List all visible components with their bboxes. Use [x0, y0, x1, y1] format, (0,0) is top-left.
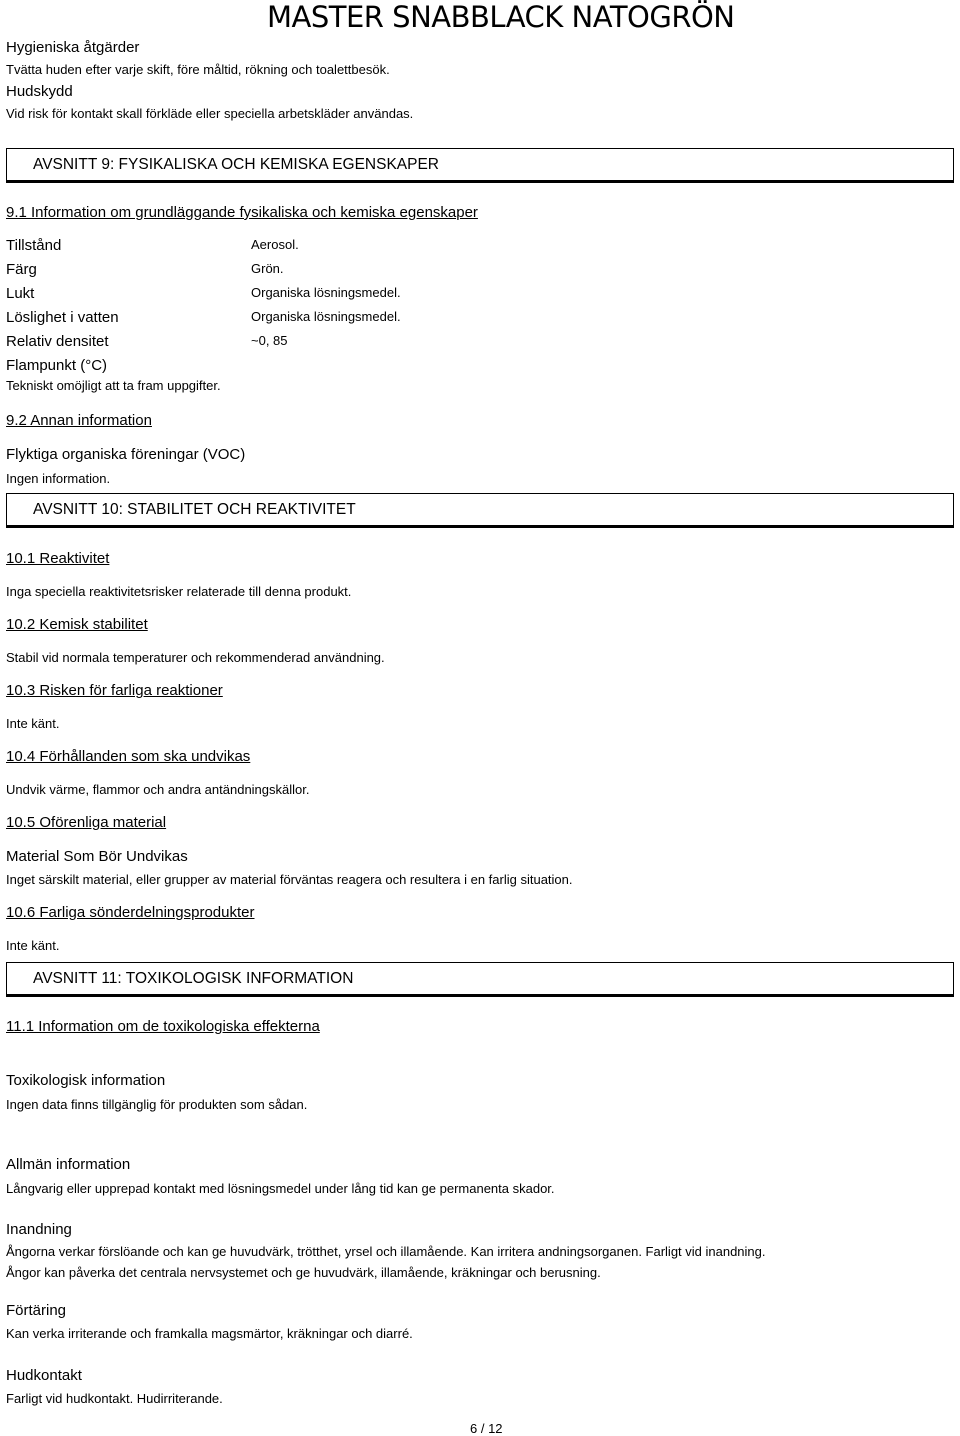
general-info-text: Långvarig eller upprepad kontakt med lösningsmedel under lång tid kan ge permanenta skador. — [6, 1181, 555, 1196]
skin-protection-heading: Hudskydd — [6, 83, 73, 100]
property-label: Tillstånd — [6, 237, 62, 254]
subsection-10-4-heading: 10.4 Förhållanden som ska undvikas — [6, 748, 251, 765]
ingestion-text: Kan verka irriterande och framkalla magsmärtor, kräkningar och diarré. — [6, 1326, 413, 1341]
property-value: Organiska lösningsmedel. — [251, 309, 401, 324]
voc-label: Flyktiga organiska föreningar (VOC) — [6, 446, 246, 463]
materials-to-avoid-text: Inget särskilt material, eller grupper av material förväntas reagera och resultera i en farlig situation. — [6, 872, 573, 887]
subsection-10-2-heading: 10.2 Kemisk stabilitet — [6, 616, 148, 633]
property-value: ~0, 85 — [251, 333, 288, 348]
subsection-10-1-text: Inga speciella reaktivitetsrisker relaterade till denna produkt. — [6, 584, 352, 599]
general-info-label: Allmän information — [6, 1156, 131, 1173]
voc-text: Ingen information. — [6, 471, 111, 486]
property-value: Organiska lösningsmedel. — [251, 285, 401, 300]
section-10-header — [6, 493, 954, 528]
section-10-title: AVSNITT 10: STABILITET OCH REAKTIVITET — [33, 501, 356, 518]
property-label: Relativ densitet — [6, 333, 109, 350]
section-11-header — [6, 962, 954, 997]
subsection-10-6-heading: 10.6 Farliga sönderdelningsprodukter — [6, 904, 255, 921]
flashpoint-text: Tekniskt omöjligt att ta fram uppgifter. — [6, 378, 221, 393]
inhalation-label: Inandning — [6, 1221, 72, 1238]
subsection-10-1-heading: 10.1 Reaktivitet — [6, 550, 110, 567]
subsection-10-6-text: Inte känt. — [6, 938, 60, 953]
property-label: Lukt — [6, 285, 35, 302]
property-label: Löslighet i vatten — [6, 309, 119, 326]
section-9-title: AVSNITT 9: FYSIKALISKA OCH KEMISKA EGENSKAPER — [33, 156, 440, 173]
skin-contact-label: Hudkontakt — [6, 1367, 82, 1384]
hygiene-heading: Hygieniska åtgärder — [6, 39, 140, 56]
document-title: MASTER SNABBLACK NATOGRÖN — [267, 0, 735, 34]
subsection-10-3-text: Inte känt. — [6, 716, 60, 731]
page-number: 6 / 12 — [470, 1421, 503, 1436]
inhalation-text-1: Ångorna verkar förslöande och kan ge huvudvärk, trötthet, yrsel och illamående. Kan irritera andningsorganen. Farligt vid inandning. — [6, 1244, 766, 1259]
subsection-10-4-text: Undvik värme, flammor och andra antändningskällor. — [6, 782, 310, 797]
hygiene-text: Tvätta huden efter varje skift, före måltid, rökning och toalettbesök. — [6, 62, 390, 77]
property-value: Aerosol. — [251, 237, 299, 252]
subsection-9-2-heading: 9.2 Annan information — [6, 412, 152, 429]
property-label: Färg — [6, 261, 37, 278]
section-11-title: AVSNITT 11: TOXIKOLOGISK INFORMATION — [33, 970, 354, 987]
subsection-10-2-text: Stabil vid normala temperaturer och rekommenderad användning. — [6, 650, 385, 665]
subsection-11-1-heading: 11.1 Information om de toxikologiska effekterna — [6, 1018, 320, 1035]
materials-to-avoid-label: Material Som Bör Undvikas — [6, 848, 188, 865]
toxicological-info-label: Toxikologisk information — [6, 1072, 166, 1089]
inhalation-text-2: Ångor kan påverka det centrala nervsystemet och ge huvudvärk, illamående, kräkningar och berusning. — [6, 1265, 601, 1280]
section-9-header — [6, 148, 954, 183]
ingestion-label: Förtäring — [6, 1302, 67, 1319]
skin-protection-text: Vid risk för kontakt skall förkläde eller speciella arbetskläder användas. — [6, 106, 414, 121]
subsection-10-3-heading: 10.3 Risken för farliga reaktioner — [6, 682, 223, 699]
flashpoint-label: Flampunkt (°C) — [6, 357, 108, 374]
toxicological-info-text: Ingen data finns tillgänglig för produkten som sådan. — [6, 1097, 308, 1112]
subsection-10-5-heading: 10.5 Oförenliga material — [6, 814, 167, 831]
subsection-9-1-heading: 9.1 Information om grundläggande fysikaliska och kemiska egenskaper — [6, 204, 478, 221]
property-value: Grön. — [251, 261, 284, 276]
skin-contact-text: Farligt vid hudkontakt. Hudirriterande. — [6, 1391, 223, 1406]
